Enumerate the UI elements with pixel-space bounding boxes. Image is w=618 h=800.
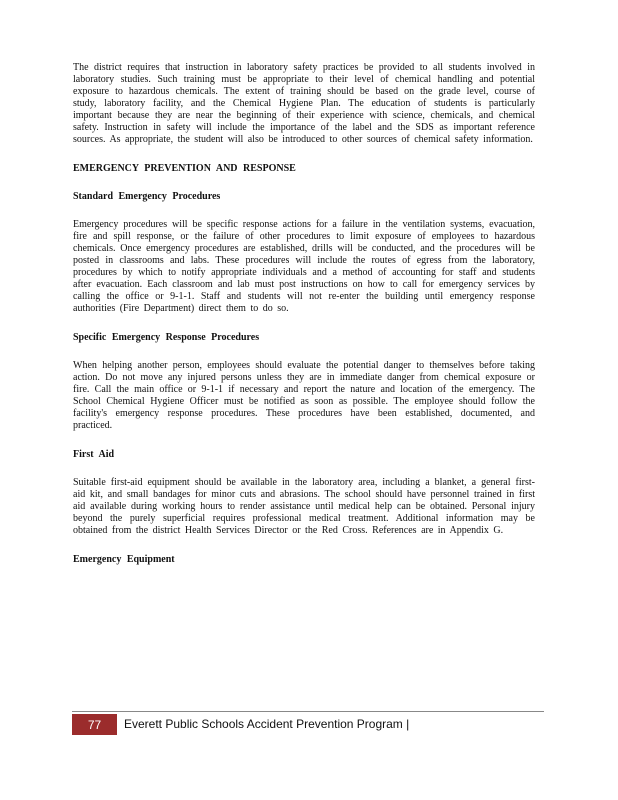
page-footer <box>72 711 544 736</box>
document-body <box>73 62 535 566</box>
specific-procedures-paragraph: When helping another person, employees should evaluate the potential danger to themselves before taking action. Do not move any injured persons unless they are in immediate danger from chemical exposure or fire. Call the main office or 9-1-1 if necessary and report the nature and location of the emergency. The School Chemical Hygiene Officer must be notified as soon as possible. The employee should follow the facility's emergency response procedures. These procedures have been established, documented, and practiced. <box>73 360 535 431</box>
emergency-equipment-heading: Emergency Equipment <box>73 554 175 565</box>
intro-paragraph: The district requires that instruction in laboratory safety practices be provided to all students involved in laboratory studies. Such training must be appropriate to their level of chemical handling and potential exposure to hazardous chemicals. The extent of training should be based on the grade level, course of study, laboratory facility, and the Chemical Hygiene Plan. The education of students is particularly important because they are near the beginning of their experience with science, chemicals, and chemical safety. Instruction in safety will include the importance of the label and the SDS as important reference sources. As appropriate, the student will also be introduced to other sources of chemical safety information. <box>73 62 535 145</box>
first-aid-paragraph: Suitable first-aid equipment should be available in the laboratory area, including a blanket, a general first-aid kit, and small bandages for minor cuts and abrasions. The school should have personnel trained in first aid available during working hours to render assistance until medical help can be obtained. Personal injury beyond the purely superficial requires professional medical treatment. Additional information may be obtained from the district Health Services Director or the Red Cross. References are in Appendix G. <box>73 477 535 536</box>
specific-procedures-heading: Specific Emergency Response Procedures <box>73 332 260 343</box>
standard-procedures-paragraph: Emergency procedures will be specific response actions for a failure in the ventilation systems, evacuation, fire and spill response, or the failure of other procedures to limit exposure of employees to hazardous chemicals. Once emergency procedures are established, drills will be conducted, and the procedures will be posted in classrooms and labs. These procedures will include the routes of egress from the laboratory, procedures by which to notify appropriate individuals and a method of accounting for staff and students after evacuation. Each classroom and lab must post instructions on how to call for emergency services by calling the office or 9-1-1. Staff and students will not re-enter the building until emergency response authorities (Fire Department) direct them to do so. <box>73 219 535 314</box>
standard-procedures-heading: Standard Emergency Procedures <box>73 191 221 202</box>
section-heading: EMERGENCY PREVENTION AND RESPONSE <box>73 163 296 174</box>
page-number-badge: 77 <box>72 714 117 735</box>
first-aid-heading: First Aid <box>73 449 115 460</box>
footer-document-title: Everett Public Schools Accident Prevention Program | <box>124 717 410 731</box>
